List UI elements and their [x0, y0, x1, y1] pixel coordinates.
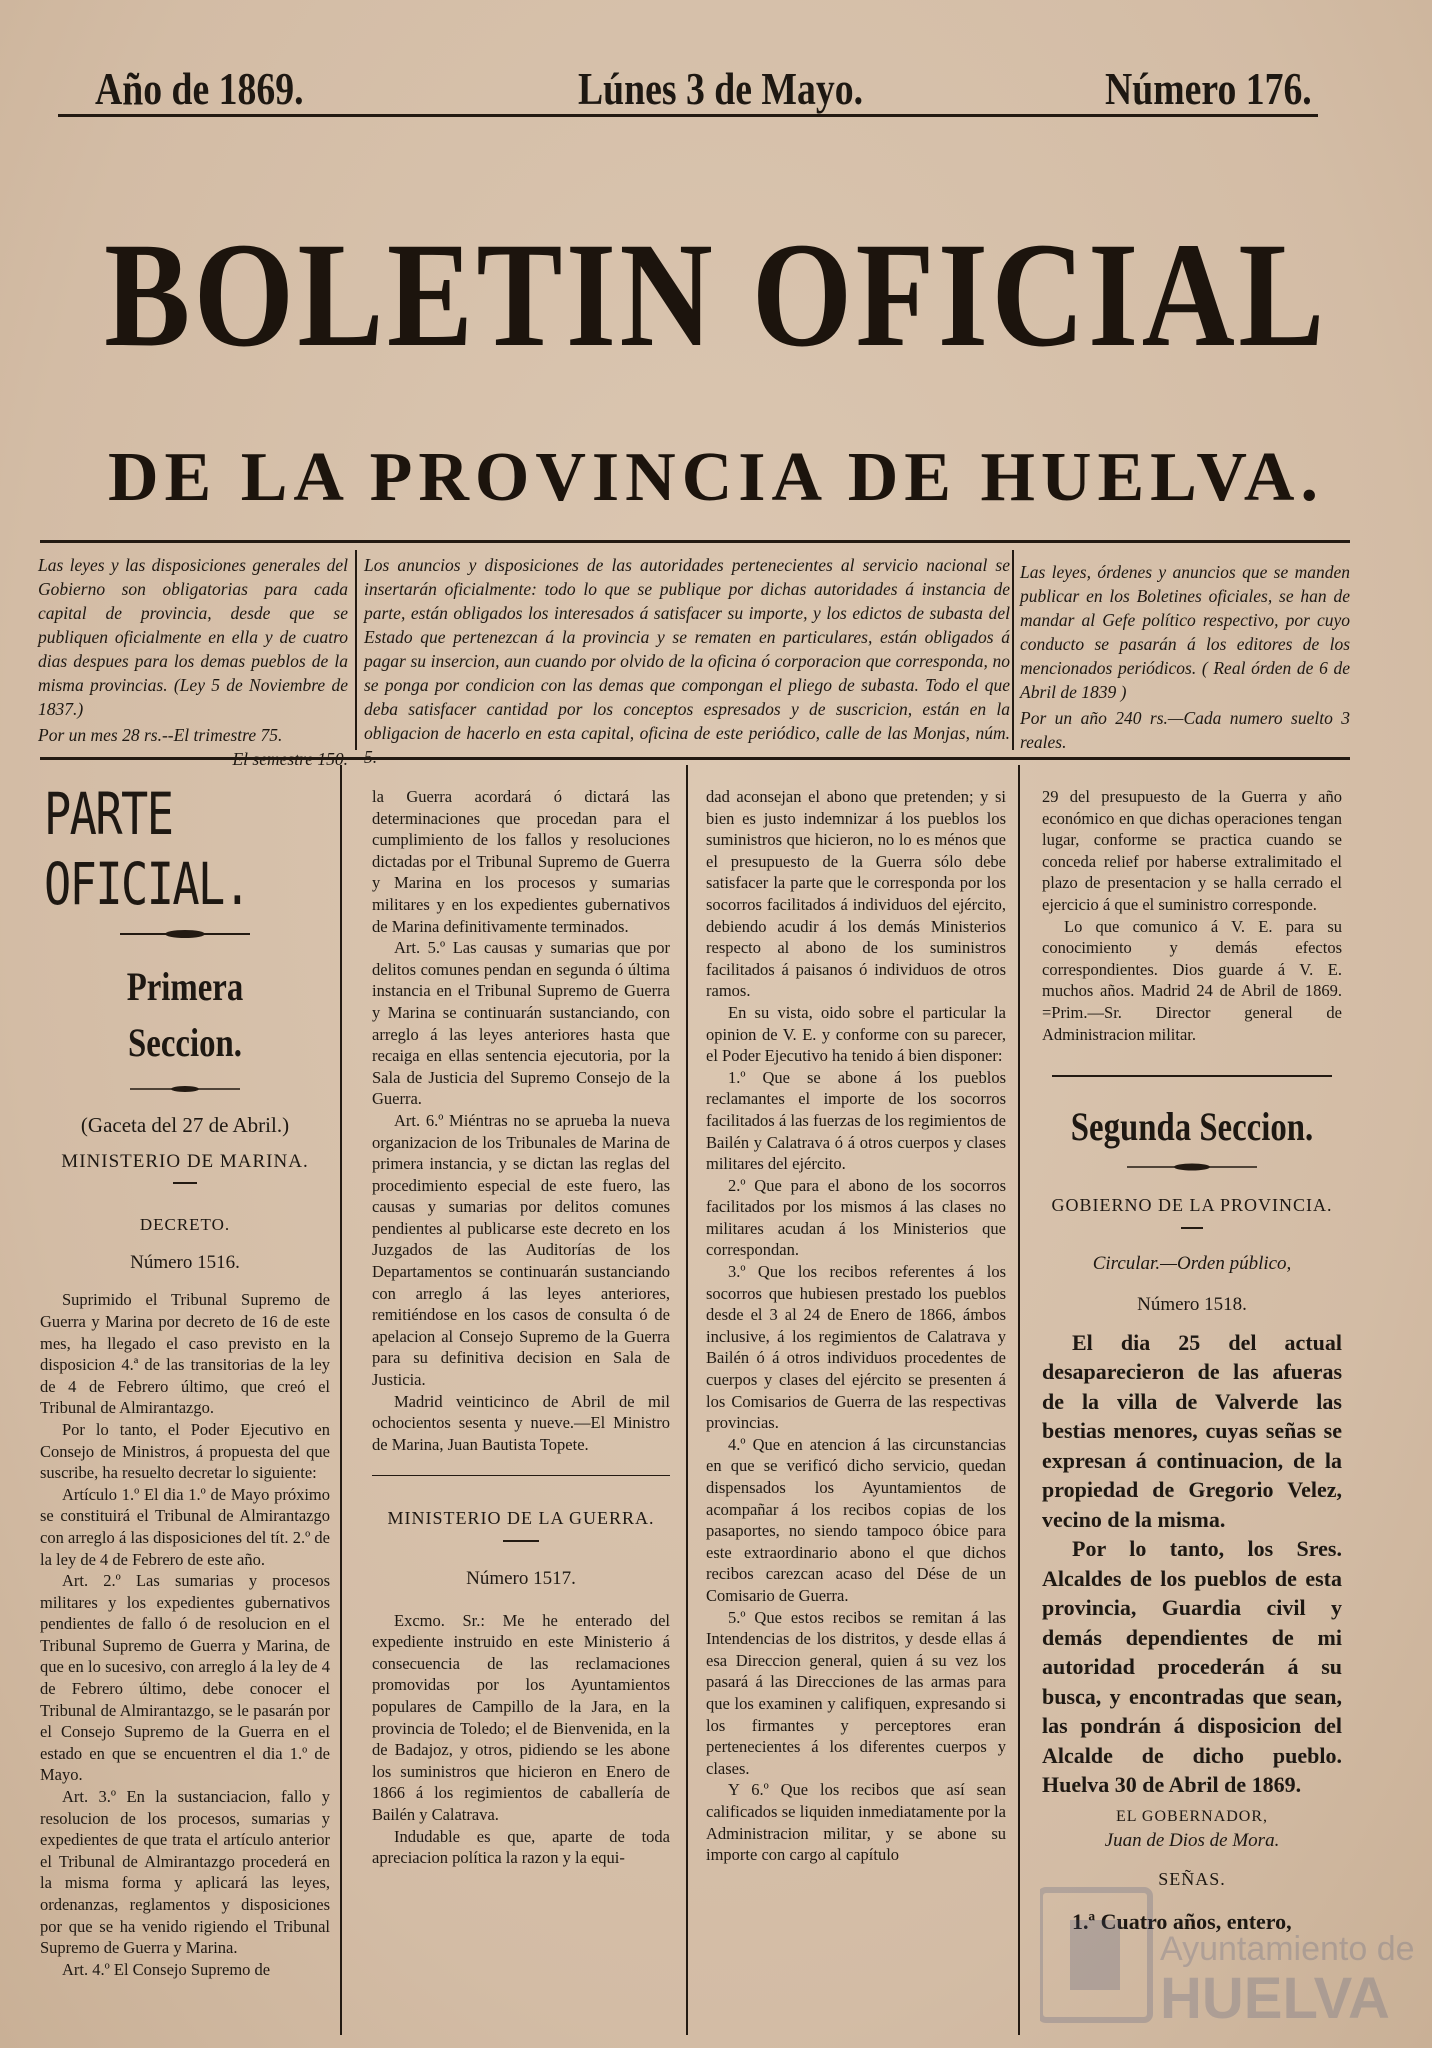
- paragraph: Lo que comunico á V. E. para su conocimiento y demás efectos correspondientes. Dios guarde á V. E. muchos años. Madrid 24 de Abril de 1869. =Prim.—Sr. Director general de Administracion militar.: [1042, 916, 1342, 1044]
- notice-bottom-rule: [40, 757, 1350, 760]
- paragraph: 29 del presupuesto de la Guerra y año económico en que dichas operaciones tengan lugar, conforme se practica cuando se conceda relief por haberse extralimitado el plazo de presentacion y se halla cerrado el ejercicio á que el suministro corresponde.: [1042, 787, 1342, 914]
- paragraph: Excmo. Sr.: Me he enterado del expediente instruido en este Ministerio á consecuencia de las reclamaciones promovidas por los Ayuntamientos populares de Campillo de la Jara, en la provincia de Toledo; el de Bienvenida, en la de Badajoz, y otros, pidiendo se les abone los suministros que hicieron en Enero de 1866 á los regimientos de caballería de Bailén y Calatrava.: [372, 1610, 670, 1824]
- notice-divider-2: [1012, 550, 1014, 750]
- paragraph: 5.º Que estos recibos se remitan á las Intendencias de los distritos, y desde ellas á esa Direccion general, quien á su vez los pasará á las Direcciones de las armas para que los examinen y califiquen, expresando si los firmantes y perceptores eran pertenecientes á los diferentes cuerpos y clases.: [706, 1607, 1006, 1778]
- column-2: [372, 786, 670, 1869]
- watermark-text-2: HUELVA: [1160, 1966, 1390, 2030]
- paragraph: Art. 3.º En la sustanciacion, fallo y resolucion de los procesos, sumarias y expedientes de que trata el artículo anterior el Tribunal de Almirantazgo procederá en la misma forma y aplicará las leyes, ordenanzas, reglamentos y disposiciones por que se ha venido rigiendo el Tribunal Supremo de Guerra y Marina.: [40, 1787, 330, 1958]
- paragraph: El dia 25 del actual desaparecieron de las afueras de la villa de Valverde las bestias menores, cuyas señas se expresan á continuacion, de la propiedad de Gregorio Velez, vecino de la misma.: [1042, 1329, 1342, 1532]
- notice-left-text: Las leyes y las disposiciones generales del Gobierno son obligatorias para cada capital de provincia, desde que se publiquen oficialmente en ella y de cuatro dias despues para los demas pueblos de la misma provincias. (Ley 5 de Noviembre de 1837.): [38, 555, 348, 719]
- ornament-divider: [1127, 1161, 1257, 1173]
- column-4: [1042, 786, 1342, 1936]
- notice-left: [38, 553, 348, 771]
- archive-watermark-stamp: [1040, 1880, 1420, 2030]
- paragraph: 1.ª Cuatro años, entero,: [1072, 1908, 1292, 1934]
- header-number: Número 176.: [1105, 63, 1312, 114]
- section-rule: [372, 1475, 670, 1476]
- primera-seccion-heading: Primera Seccion.: [126, 964, 244, 1065]
- spacer: [40, 1273, 330, 1289]
- paragraph: Art. 4.º El Consejo Supremo de: [62, 1959, 271, 1979]
- watermark-text-1: Ayuntamiento de: [1160, 1930, 1415, 1968]
- paragraph: Por lo tanto, los Sres. Alcaldes de los pueblos de esta provincia, Guardia civil y demás dependientes de mi autoridad procederán á su busca, y encontradas que sean, las pondrán á disposicion del Alcalde de dicho pueblo. Huelva 30 de Abril de 1869.: [1042, 1536, 1342, 1798]
- column-divider-3: [1018, 765, 1020, 2035]
- short-rule: [1181, 1227, 1203, 1229]
- governor-name: Juan de Dios de Mora.: [1104, 1829, 1280, 1851]
- notice-middle-text: Los anuncios y disposiciones de las autoridades pertenecientes al servicio nacional se insertarán oficialmente: todo lo que se publique por dichas autoridades á instancia de parte, están obligados los interesados á satisfacer su importe, y los edictos de subasta del Estado que pertenezcan á la provincia y se rematen en particulares, están obligados á pagar su insercion, aun cuando por olvido de la oficina ó corporacion que corresponda, no se ponga por condicion con las demas que compongan el pliego de subasta. Todo el que deba satisfacer cantidad por los conceptos espresados y de suscricion, están en la obligacion de hacerlo en esta capital, oficina de este periódico, calle de las Monjas, núm.: [364, 555, 1010, 743]
- notice-top-rule: [40, 540, 1350, 543]
- senas-heading: SEÑAS.: [1158, 1869, 1226, 1890]
- segunda-seccion-heading: Segunda Seccion.: [1070, 1104, 1314, 1150]
- paragraph: Madrid veinticinco de Abril de mil ochocientos sesenta y nueve.—El Ministro de Marina, Juan Bautista Topete.: [372, 1391, 670, 1454]
- notice-middle: [364, 553, 1010, 769]
- short-rule: [503, 1540, 539, 1542]
- paragraph: Artículo 1.º El dia 1.º de Mayo próximo se constituirá el Tribunal de Almirantazgo con arreglo á las disposiciones del tít. 2.º de la ley de 4 de Febrero de este año.: [40, 1484, 330, 1569]
- header-year: Año de 1869.: [95, 63, 304, 114]
- circular-number: Número 1518.: [1137, 1294, 1247, 1316]
- column-3: [706, 786, 1006, 1866]
- column-1: [40, 775, 330, 1980]
- paragraph: Por lo tanto, el Poder Ejecutivo en Consejo de Ministros, á propuesta del que suscribe, ha resuelto decretar lo siguiente:: [40, 1419, 330, 1483]
- circular-heading: Circular.—Orden público,: [1092, 1252, 1292, 1274]
- masthead-subtitle: DE LA PROVINCIA DE HUELVA.: [108, 439, 1324, 516]
- masthead-title: BOLETIN OFICIAL: [104, 212, 1328, 378]
- order-number: Número 1517.: [466, 1568, 576, 1589]
- notice-right-price: Por un año 240 rs.—Cada numero suelto 3 reales.: [1020, 708, 1350, 752]
- paragraph: Indudable es que, aparte de toda apreciacion política la razon y la equi-: [372, 1826, 670, 1868]
- paragraph: En su vista, oido sobre el particular la opinion de V. E. y conforme con su parecer, el Poder Ejecutivo ha tenido á bien disponer:: [706, 1002, 1006, 1066]
- notice-right-text: Las leyes, órdenes y anuncios que se manden publicar en los Boletines oficiales, se han de mandar al Gefe político respectivo, por cuyo conducto se pasarán á los editores de los mencionados periódicos. ( Real órden de 6 de Abril de 1839 ): [1020, 562, 1350, 702]
- paragraph: Suprimido el Tribunal Supremo de Guerra y Marina por decreto de 16 de este mes, ha llegado el caso previsto en la disposicion 4.ª de las transitorias de la ley de 4 de Febrero último, que creó el Tribunal de Almirantazgo.: [40, 1290, 330, 1418]
- gaceta-line: (Gaceta del 27 de Abril.): [80, 1113, 290, 1137]
- ministry-heading: MINISTERIO DE LA GUERRA.: [387, 1508, 655, 1529]
- circular-body: [1042, 1328, 1342, 1800]
- spacer: [372, 1590, 670, 1610]
- paragraph: Y 6.º Que los recibos que así sean calificados se liquiden inmediatamente por la Administracion militar, y se abone su importe con cargo al capítulo: [706, 1780, 1006, 1865]
- paragraph: Art. 5.º Las causas y sumarias que por delitos comunes pendan en segunda ó última instancia en el Tribunal Supremo de Guerra y Marina se continuarán sustanciando, con arreglo á las leyes anteriores hasta que recaiga en ellas sentencia ejecutoria, por la Sala de Justicia del Supremo Consejo de la Guerra.: [372, 938, 670, 1109]
- ornament-divider: [130, 1083, 240, 1095]
- gobierno-heading: GOBIERNO DE LA PROVINCIA.: [1051, 1195, 1333, 1216]
- paragraph: la Guerra acordará ó dictará las determinaciones que procedan para el cumplimiento de los fallos y resoluciones dictadas por el Tribunal Supremo de Guerra y Marina en los procesos y sumarias militares y en los expedientes gubernativos de Marina definitivamente terminados.: [372, 787, 670, 936]
- paragraph: 4.º Que en atencion á las circunstancias en que se verificó dicho servicio, quedan dispensados los Ayuntamientos de acompañar á los recibos copias de los pasaportes, no siendo tampoco óbice para este extraordinario abono el que dichos recibos carezcan acaso del Dése de un Comisario de Guerra.: [706, 1434, 1006, 1605]
- paragraph: 3.º Que los recibos referentes á los socorros que hubiesen prestado los pueblos desde el 3 al 24 de Enero de 1866, ámbos inclusive, á los regimientos de Calatrava y Bailén ó á otros individuos procedentes de cuerpos y clases del ejército se presenten á los Comisarios de Guerra de las respectivas provincias.: [706, 1262, 1006, 1433]
- parte-oficial-heading: PARTE OFICIAL.: [44, 780, 250, 918]
- paragraph: 1.º Que se abone á los pueblos reclamantes el importe de los socorros facilitados á las fuerzas de los regimientos de Bailén y Calatrava ó á otros cuerpos y clases militares del ejército.: [706, 1067, 1006, 1174]
- column-divider-2: [686, 765, 688, 2035]
- notice-divider-1: [355, 550, 357, 750]
- paragraph: Art. 2.º Las sumarias y procesos militares y los expedientes gubernativos pendientes de fallo ó de resolucion en el Tribunal Supremo de Guerra y Marina, de que en lo sucesivo, con arreglo á la ley de 4 de Febrero último, debe conocer el Tribunal de Almirantazgo, se le pasarán por el Consejo Supremo de la Guerra en el estado en que se encuentren el dia 1.º de Mayo.: [40, 1571, 330, 1785]
- short-rule: [173, 1182, 197, 1184]
- column-divider-1: [340, 765, 342, 2035]
- governor-title: EL GOBERNADOR,: [1115, 1807, 1269, 1825]
- ornament-divider: [120, 927, 250, 941]
- notice-left-price-1: Por un mes 28 rs.--El trimestre 75.: [38, 725, 283, 745]
- header-rule: [58, 114, 1318, 117]
- decree-number: Número 1516.: [130, 1251, 240, 1273]
- section-rule: [1052, 1075, 1332, 1077]
- paragraph: Art. 6.º Miéntras no se aprueba la nueva organizacion de los Tribunales de Marina de primera instancia, y se dictan las reglas del procedimiento especial de este fuero, las causas y sumarias por delitos comunes pendientes al publicarse este decreto en los Juzgados de las Auditorías de los Departamentos se continuarán sustanciando con arreglo á las leyes anteriores, remitiéndose en los casos de consulta ó de apelacion al Consejo Supremo de la Guerra para su definitiva decision en Sala de Justicia.: [372, 1110, 670, 1390]
- notice-right: [1020, 560, 1350, 754]
- ministry-heading: MINISTERIO DE MARINA.: [61, 1150, 309, 1172]
- decree-heading: DECRETO.: [139, 1215, 231, 1235]
- paragraph: dad aconsejan el abono que pretenden; y si bien es justo indemnizar á los pueblos los suministros que hicieron, no lo es ménos que el presupuesto de la Guerra sólo debe satisfacer la parte que le corresponda por los socorros facilitados á individuos del ejército, debiendo acudir á los demás Ministerios respecto al abono de los suministros facilitados á paisanos ó individuos de otros ramos.: [706, 787, 1006, 1001]
- header-date: Lúnes 3 de Mayo.: [578, 63, 864, 114]
- paragraph: 2.º Que para el abono de los socorros facilitados por los mismos á las clases no militares acudan á los Ministerios que correspondan.: [706, 1175, 1006, 1260]
